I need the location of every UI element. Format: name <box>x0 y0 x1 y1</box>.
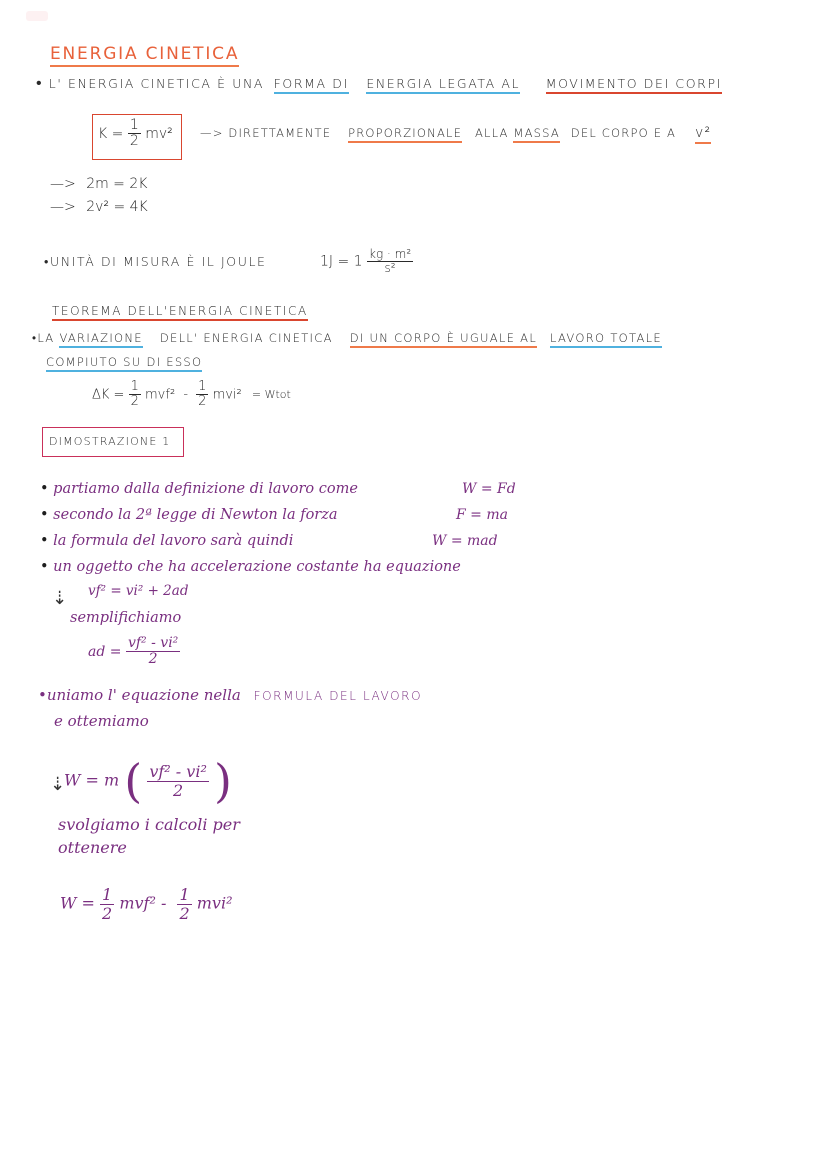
calc-line: svolgiamo i calcoli per <box>58 815 240 834</box>
theorem-eq-lhs: ΔK = <box>92 387 125 403</box>
paren-left-icon: ( <box>124 754 143 808</box>
k-den: 2 <box>129 133 139 150</box>
page-title: ENERGIA CINETICA <box>50 44 239 67</box>
down-arrow-1-icon: ⇣ <box>52 588 68 609</box>
prop-prop: PROPORZIONALE <box>348 126 462 143</box>
demonstration-box: DIMOSTRAZIONE 1 <box>42 427 184 457</box>
demo-step-4-bullet: • <box>40 559 49 575</box>
ad-formula <box>88 636 180 668</box>
unite-line <box>38 686 422 704</box>
demo-step-3-formula: W = mad <box>432 533 498 549</box>
k-fraction <box>128 118 141 150</box>
consequence-1-text: 2m = 2K <box>86 176 148 192</box>
theorem-frac-1-den: 2 <box>130 394 139 410</box>
consequence-2 <box>50 199 148 215</box>
joule-eq: 1J = 1 <box>320 253 363 270</box>
theorem-frac-2 <box>196 380 208 410</box>
theorem-equation <box>92 380 291 410</box>
prop-arrow: —> <box>200 126 224 140</box>
demo-step-3-text: la formula del lavoro sarà quindi <box>53 533 294 549</box>
kinematics-equation: vf² = vi² + 2ad <box>88 583 189 599</box>
joule-fraction <box>367 248 413 275</box>
scan-mark <box>26 11 48 21</box>
demo-step-1-bullet: • <box>40 481 49 497</box>
ad-lhs: ad = <box>88 643 122 660</box>
unite-a: •uniamo l' equazione nella <box>38 686 241 704</box>
work-fraction <box>147 763 209 799</box>
ad-fraction <box>126 636 180 668</box>
intro-movimento: MOVIMENTO DEI CORPI <box>546 76 722 94</box>
final-frac-1-den: 2 <box>102 903 113 923</box>
consequence-1 <box>50 176 147 192</box>
final-b: mvi² <box>196 893 233 913</box>
work-num: vf² - vi² <box>149 761 207 781</box>
final-frac-2-num: 1 <box>179 885 190 904</box>
theorem-eq-mid2: mvi² <box>212 387 242 403</box>
simplify-label: semplifichiamo <box>70 610 182 626</box>
k-rhs: mv² <box>145 125 173 142</box>
kinetic-energy-formula <box>98 118 173 150</box>
demo-step-3-bullet: • <box>40 533 49 549</box>
proportional-line <box>200 125 711 141</box>
final-frac-2-den: 2 <box>179 903 190 923</box>
demo-step-4 <box>40 559 461 575</box>
theorem-line-1 <box>32 331 662 345</box>
prop-massa: MASSA <box>513 126 559 143</box>
demo-step-1-text: partiamo dalla definizione di lavoro come <box>53 481 358 497</box>
theorem-line-2: COMPIUTO SU DI ESSO <box>46 355 202 372</box>
consequence-2-arrow: —> <box>50 199 76 215</box>
intro-line <box>36 73 722 93</box>
consequence-2-text: 2v² = 4K <box>86 199 148 215</box>
final-frac-1-num: 1 <box>102 885 113 904</box>
work-den: 2 <box>173 780 184 800</box>
theorem-prefix: •LA <box>32 331 55 345</box>
demo-step-3 <box>40 533 293 549</box>
unite-b: FORMULA DEL LAVORO <box>253 689 423 703</box>
work-lhs: W = m <box>64 770 120 790</box>
demo-step-1-formula: W = Fd <box>462 481 516 497</box>
joule-formula <box>320 248 413 275</box>
final-formula <box>60 886 232 922</box>
prop-alla: ALLA <box>474 126 509 140</box>
intro-forma: FORMA DI <box>274 76 349 94</box>
demo-step-4-text: un oggetto che ha accelerazione costante ha equazione <box>53 559 461 575</box>
demo-step-2 <box>40 507 338 523</box>
obtain-line: ottenere <box>58 838 127 857</box>
joule-num: kg · m² <box>369 247 412 261</box>
theorem-eq-rhs: = Wtot <box>251 388 291 402</box>
prop-direct: DIRETTAMENTE <box>228 126 332 140</box>
ad-num: vf² - vi² <box>127 635 179 651</box>
final-a: mvf² - <box>119 893 167 913</box>
intro-energia: ENERGIA LEGATA AL <box>366 76 520 94</box>
k-lhs: K = <box>98 125 124 142</box>
demo-step-2-bullet: • <box>40 507 49 523</box>
k-num: 1 <box>129 117 139 133</box>
final-frac-2 <box>177 886 191 922</box>
theorem-eq-minus: - <box>183 387 189 403</box>
intro-bullet: • <box>36 73 44 92</box>
theorem-frac-1 <box>129 380 141 410</box>
theorem-frac-2-num: 1 <box>198 379 207 394</box>
consequence-1-arrow: —> <box>50 176 76 192</box>
theorem-eq-mid1: mvf² <box>145 387 176 403</box>
theorem-heading: TEOREMA DELL'ENERGIA CINETICA <box>52 304 308 321</box>
theorem-corpo: DI UN CORPO È UGUALE AL <box>350 331 537 348</box>
down-arrow-2-icon: ⇣ <box>50 774 66 795</box>
final-lhs: W = <box>60 893 95 913</box>
theorem-frac-2-den: 2 <box>198 394 207 410</box>
demo-step-1 <box>40 481 358 497</box>
unite-obtain: e ottemiamo <box>54 712 149 730</box>
prop-rest: DEL CORPO E A <box>570 126 677 140</box>
theorem-variazione: VARIAZIONE <box>59 331 142 348</box>
theorem-lavoro: LAVORO TOTALE <box>550 331 662 348</box>
theorem-energia: DELL' ENERGIA CINETICA <box>159 331 333 345</box>
prop-v2: v² <box>695 125 711 144</box>
demo-step-2-formula: F = ma <box>456 507 508 523</box>
work-formula <box>64 754 232 808</box>
intro-lead: L' ENERGIA CINETICA È UNA <box>48 76 265 91</box>
joule-den: s² <box>384 261 396 276</box>
demo-step-2-text: secondo la 2ª legge di Newton la forza <box>53 507 338 523</box>
paren-right-icon: ) <box>213 754 232 808</box>
unit-line: •UNITÀ DI MISURA È IL JOULE <box>44 254 267 269</box>
final-frac-1 <box>100 886 114 922</box>
theorem-frac-1-num: 1 <box>130 379 139 394</box>
ad-den: 2 <box>148 651 158 668</box>
